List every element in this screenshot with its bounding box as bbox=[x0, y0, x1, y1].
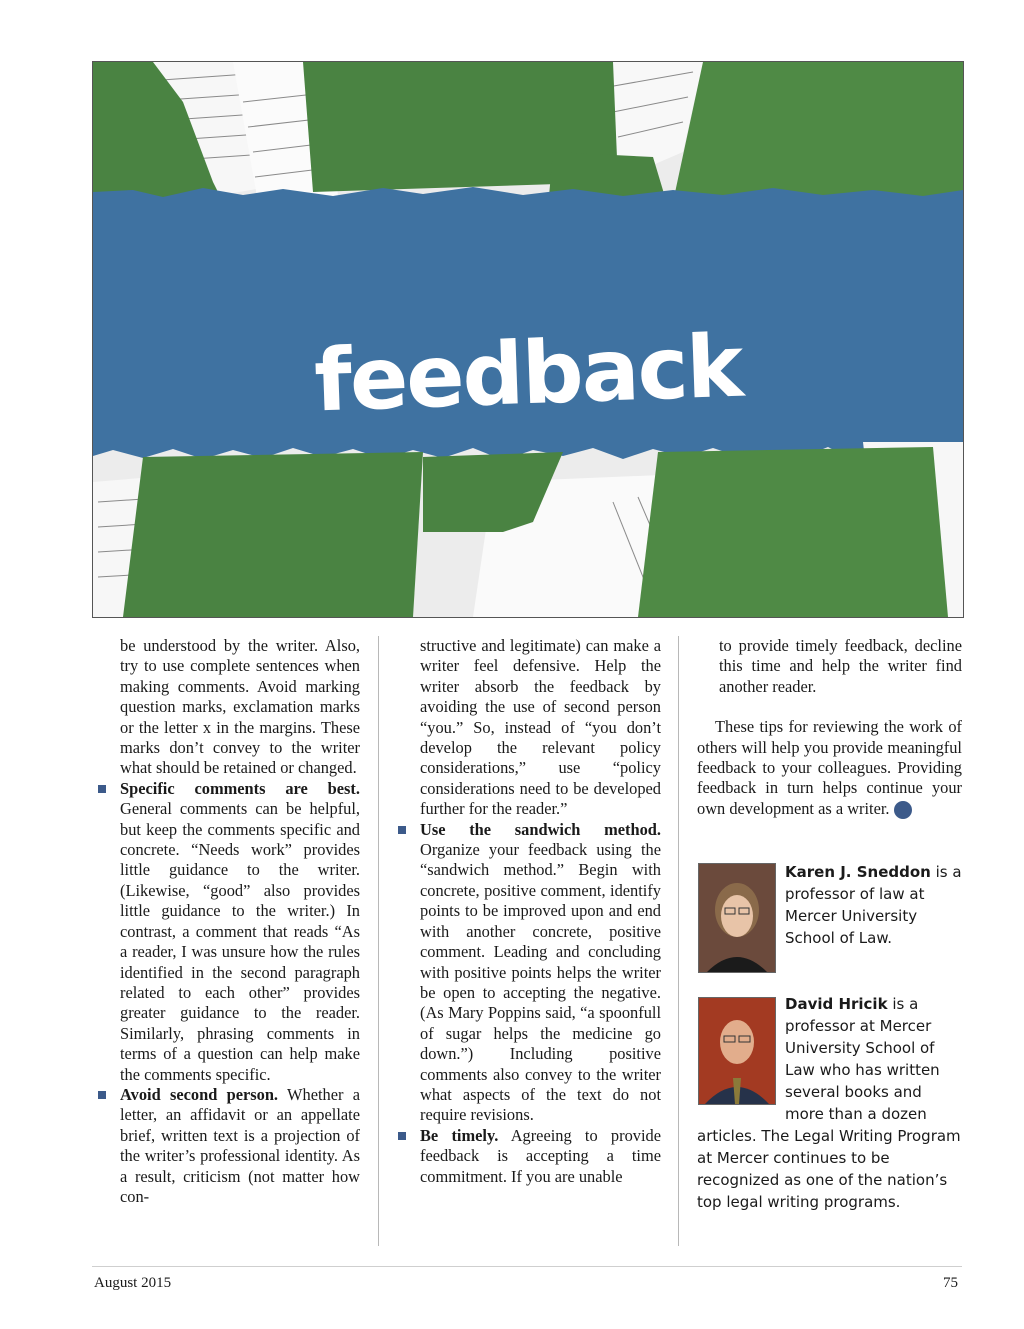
footer-divider bbox=[92, 1266, 962, 1267]
bullet-text: General comments can be helpful, but keep the comments specific and concrete. “Needs work” provides little guidance to the writer. (Likewise, “good” also provides little guidance to the writer.) In contrast, a comment that reads “As a reader, I was unsure how the rules identified in the second paragraph related to each other” provides greater guidance to the reader. Similarly, phrasing comments in terms of a question can help make the comments specific. bbox=[120, 799, 360, 1084]
paragraph: to provide timely feedback, decline this time and help the writer find another reader. bbox=[719, 636, 962, 696]
bullet-square-icon bbox=[98, 785, 106, 793]
gbj-end-mark-icon: GBJ bbox=[894, 801, 912, 819]
column-3 bbox=[697, 636, 962, 819]
author-name: David Hricik bbox=[785, 995, 888, 1013]
bullet-heading: Use the sandwich method. bbox=[420, 819, 661, 839]
list-item bbox=[98, 779, 360, 1085]
bullet-text: Agreeing to provide feedback is accepting a time commitment. If you are unable bbox=[420, 1125, 661, 1186]
hero-title-word: feedback bbox=[312, 316, 744, 432]
paragraph: be understood by the writer. Also, try to use complete sentences when making comments. Avoid marking question marks, exclamation marks or the letter x in the margins. These marks don’t convey to the writer what should be retained or changed. bbox=[120, 636, 360, 778]
bullet-heading: Avoid second person. bbox=[120, 1084, 279, 1104]
column-divider bbox=[378, 636, 379, 1246]
bullet-heading: Be timely. bbox=[420, 1125, 499, 1145]
column-1 bbox=[98, 636, 360, 1207]
author-photo-sneddon bbox=[698, 863, 776, 973]
author-bio-sneddon: Karen J. Sneddon is a professor of law at Mercer University School of Law. bbox=[785, 863, 962, 947]
page-number: 75 bbox=[943, 1275, 958, 1291]
feedback-hero-image bbox=[92, 61, 964, 618]
bullet-heading: Specific comments are best. bbox=[120, 778, 360, 798]
bullet-text: Organize your feedback using the “sandwich method.” Begin with concrete, positive comment, identify points to be improved upon and end with another concrete, positive comment. Leading and concluding with positive points helps the writer be open to accepting the negative. (As Mary Poppins said, “a spoonfull of sugar helps the medicine go down.”) Including positive comments also convey to the writer what aspects of the text do not require revisions. bbox=[420, 840, 661, 1125]
author-bio-hricik: David Hricik is a professor at Mercer University School of Law who has written several books and more than a dozen articles. The Legal Writing Program at Mercer continues to be recognized as one of the nation’s top legal writing programs. bbox=[697, 995, 961, 1211]
closing-paragraph: These tips for reviewing the work of others will help you provide meaningful feedback to your colleagues. Providing feedback in turn helps continue your own development as a writer. GBJ bbox=[697, 717, 962, 818]
bullet-text: Whether a letter, an affidavit or an appellate brief, written text is a projection of the writer’s professional identity. As a result, criticism (not matter how con- bbox=[120, 1084, 360, 1206]
bullet-square-icon bbox=[398, 826, 406, 834]
footer-date: August 2015 bbox=[94, 1275, 172, 1291]
column-2 bbox=[398, 636, 661, 1187]
bullet-square-icon bbox=[98, 1091, 106, 1099]
column-divider bbox=[678, 636, 679, 1246]
list-item bbox=[398, 820, 661, 1126]
bullet-square-icon bbox=[398, 1132, 406, 1140]
list-item bbox=[398, 1126, 661, 1187]
list-item bbox=[98, 1085, 360, 1207]
author-name: Karen J. Sneddon bbox=[785, 863, 931, 881]
paragraph: structive and legitimate) can make a writer feel defensive. Help the writer absorb the feedback by avoiding the use of second person “you.” So, instead of “you don’t develop the relevant policy considerations,” use “policy considerations need to be developed further for the reader.” bbox=[420, 636, 661, 819]
